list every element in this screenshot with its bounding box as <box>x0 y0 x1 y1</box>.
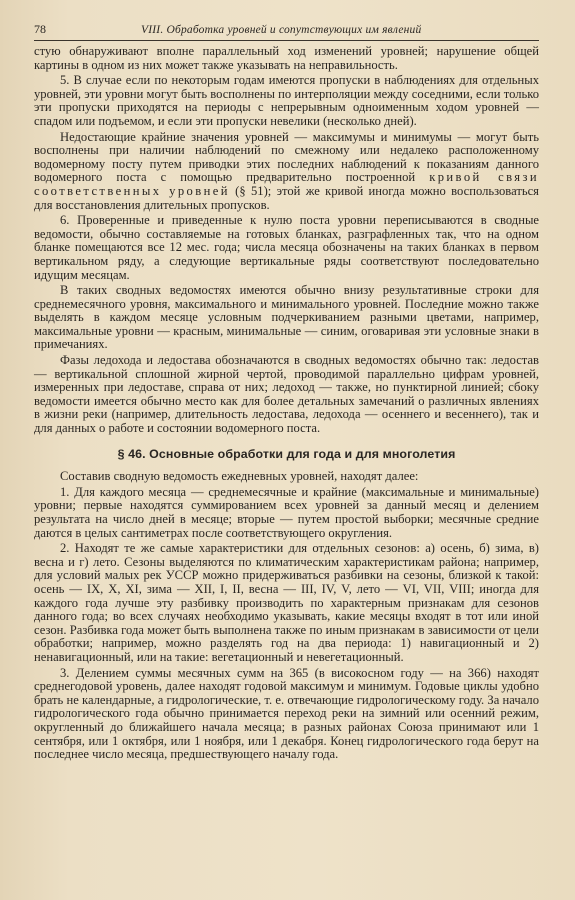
paragraph: 6. Проверенные и приведенные к нулю поста уровни переписываются в сводные ведомости, обычно составляемые на готовых бланках, разграфленных так, что на одном бланке помещаются все 12 мес. года; числа месяца обозначены на таких бланках в первом вертикальном ряду, а следующие вертикальные ряды соответствуют последовательно идущим месяцам. <box>34 213 539 282</box>
emphasized-term: кривой связи соответственных уровней <box>34 170 539 198</box>
paragraph: 5. В случае если по некоторым годам имеются пропуски в наблюдениях для отдельных уровней, эти уровни могут быть восполнены по интерполяции между соседними, если только эти пропуски приходятся на периоды с непрерывным одноименным ходом уровней — спадом или подъемом, и если эти пропуски невелики (несколько дней). <box>34 73 539 128</box>
paragraph-text: (§ 51); этой же кривой иногда можно воспользоваться для восстановления длительных пропусков. <box>34 183 539 212</box>
running-header <box>34 22 539 41</box>
running-title: VIII. Обработка уровней и сопутствующих им явлений <box>141 24 422 36</box>
paragraph: 2. Находят те же самые характеристики для отдельных сезонов: а) осень, б) зима, в) весна и г) лето. Сезоны выделяются по климатическим характеристикам района; например, для условий малых рек УССР можно придерживаться разбивки на сезоны, близкой к такой: осень — IX, X, XI, зима — XII, I, II, весна — III, IV, V, лето — VI, VII, VIII; иногда для каждого года лучше эту разбивку производить по характерным признакам для сезонов данного года; во всех случаях необходимо указывать, какие месяцы входят в тот или иной сезон. Разбивка года может быть выполнена также по иным признакам в зависимости от цели обработки; например, можно разделять год на два периода: 1) навигационный и 2) ненавигационный, или на такие: вегетационный и невегетационный. <box>34 541 539 664</box>
paragraph: 1. Для каждого месяца — среднемесячные и крайние (максимальные и минимальные) уровни; первые находятся суммированием всех уровней за данный месяц и делением результата на число дней в месяце; вторые — путем простой выборки; месячные средние даются в целых сантиметрах после соответствующего округления. <box>34 484 539 540</box>
paragraph: 3. Делением суммы месячных сумм на 365 (в високосном году — на 366) находят среднегодовой уровень, далее находят годовой максимум и минимум. Годовые циклы удобно брать не календарные, а гидрологические, т. е. отвечающие гидрологическому году. За начало гидрологического года обычно принимается переход реки на зимний или осенний режим, округленный до ближайшего начала месяца; в разных районах Союза принимают или 1 сентября, или 1 октября, или 1 ноября, или 1 декабря. Конец гидрологического года берут на последнее число месяца, предшествующего началу года. <box>34 665 539 762</box>
paragraph <box>34 131 539 213</box>
paragraph: Составив сводную ведомость ежедневных уровней, находят далее: <box>60 469 419 484</box>
paragraph-text: Недостающие крайние значения уровней — максимумы и минимумы — могут быть восполнены при наличии наблюдений по смежному или недалеко расположенному водомерному посту путем приводки этих последних наблюдений к показаниям данного водомерного поста с помощью предварительно построенной <box>34 129 539 185</box>
section-heading: § 46. Основные обработки для года и для многолетия <box>117 446 456 461</box>
body-text <box>34 45 539 762</box>
paragraph: Фазы ледохода и ледостава обозначаются в сводных ведомостях обычно так: ледостав — вертикальной сплошной жирной чертой, проводимой параллельно цифрам уровней, измеренных при ледоставе, справа от них; ледоход — также, но пунктирной линией; сбоку ведомости имеется обычно место как для более детальных замечаний о различных явлениях в жизни реки (например, длительность ледостава, ледохода — осеннего и весеннего), так и для данных о работе и состоянии водомерного поста. <box>34 353 539 436</box>
paragraph: В таких сводных ведомостях имеются обычно внизу результативные строки для среднемесячного уровня, максимального и минимального уровней. Последние можно также выделять в каждом месяце условным подчеркиванием разными цветами, например, максимальные уровни — красным, минимальные — синим, оговаривая эти условные знаки в примечаниях. <box>34 283 539 352</box>
paragraph: стую обнаруживают вполне параллельный ход изменений уровней; нарушение общей картины в одном из них может также указывать на неправильность. <box>34 44 539 72</box>
page-number: 78 <box>34 22 46 36</box>
